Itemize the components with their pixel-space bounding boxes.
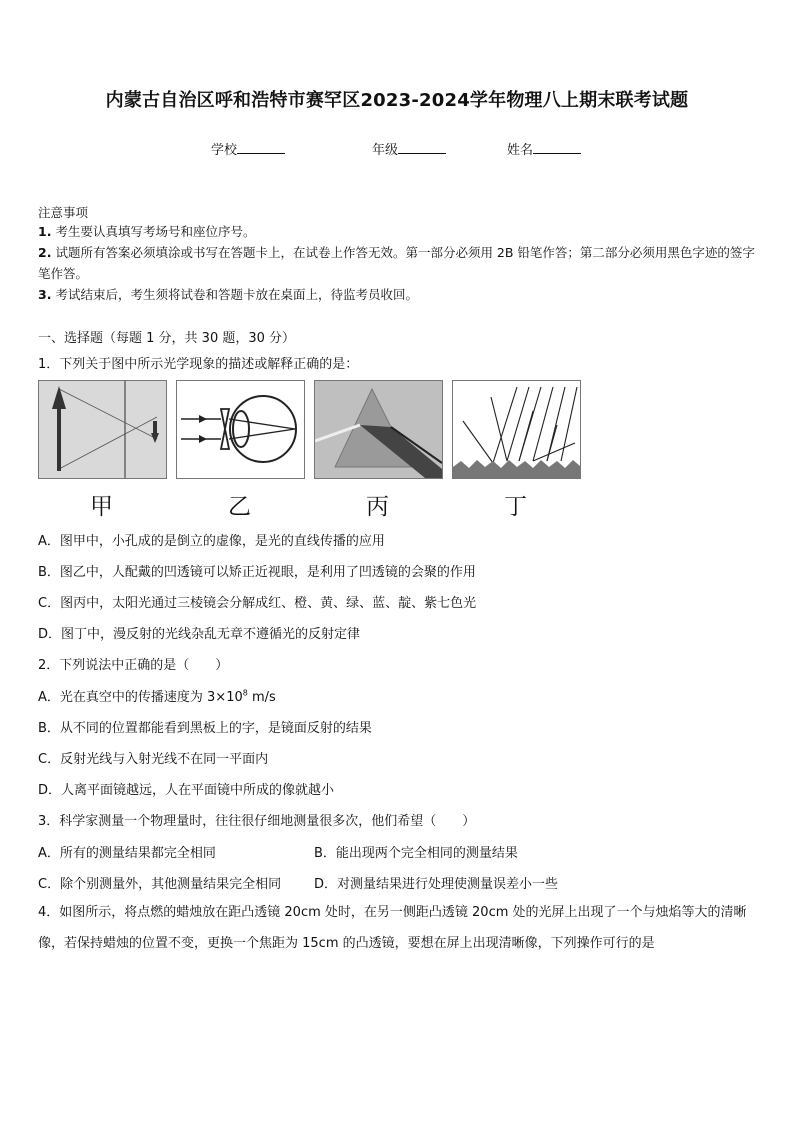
q4-stem: 4．如图所示，将点燃的蜡烛放在距凸透镜 20cm 处时，在另一侧距凸透镜 20cm 处的光屏上出现了一个与烛焰等大的清晰像，若保持蜡烛的位置不变，更换一个焦距为 15cm 的凸透镜，要想在屏上出现清晰像，下列操作可行的是 (38, 905, 747, 951)
section-heading: 一、选择题（每题 1 分，共 30 题，30 分） (38, 331, 296, 346)
name-label: 姓名 (507, 143, 534, 158)
q3-option-c[interactable]: C．除个别测量外，其他测量结果完全相同 (38, 877, 282, 892)
grade-label: 年级 (372, 143, 399, 158)
figure-prism (314, 380, 443, 479)
q1-stem: 1．下列关于图中所示光学现象的描述或解释正确的是： (38, 357, 359, 372)
name-field (507, 139, 581, 158)
q1-option-c[interactable]: C．图丙中，太阳光通过三棱镜会分解成红、橙、黄、绿、蓝、靛、紫七色光 (38, 596, 477, 611)
q1-option-b[interactable]: B．图乙中，人配戴的凹透镜可以矫正近视眼，是利用了凹透镜的会聚的作用 (38, 565, 476, 580)
q2-option-d[interactable]: D．人离平面镜越远，人在平面镜中所成的像就越小 (38, 783, 335, 798)
school-blank[interactable] (237, 141, 285, 154)
figure-diffuse-reflection (452, 380, 581, 479)
school-field (211, 139, 285, 158)
q1-option-a[interactable]: A．图甲中，小孔成的是倒立的虚像，是光的直线传播的应用 (38, 534, 385, 549)
name-blank[interactable] (533, 141, 581, 154)
note-item (38, 284, 760, 305)
figure-pinhole (38, 380, 167, 479)
unit: m/s (247, 690, 276, 705)
q2-stem: 2．下列说法中正确的是（ ） (38, 658, 229, 673)
school-label: 学校 (211, 143, 238, 158)
q2-option-c[interactable]: C．反射光线与入射光线不在同一平面内 (38, 752, 269, 767)
exam-title: 内蒙古自治区呼和浩特市赛罕区2023-2024学年物理八上期末联考试题 (105, 90, 689, 111)
note-text: 试题所有答案必须填涂或书写在答题卡上，在试卷上作答无效。第一部分必须用 2B 铅笔作答；第二部分必须用黑色字迹的签字笔作答。 (38, 245, 755, 281)
grade-field (372, 139, 446, 158)
q2-option-b[interactable]: B．从不同的位置都能看到黑板上的字，是镜面反射的结果 (38, 721, 372, 736)
note-number: 2. (38, 245, 52, 260)
note-text: 考试结束后，考生须将试卷和答题卡放在桌面上，待监考员收回。 (55, 287, 418, 302)
figure-label: 乙 (228, 494, 251, 520)
note-number: 3. (38, 287, 52, 302)
q3-option-d[interactable]: D．对测量结果进行处理使测量误差小一些 (314, 877, 559, 892)
note-item (38, 221, 760, 242)
q1-option-d[interactable]: D．图丁中，漫反射的光线杂乱无章不遵循光的反射定律 (38, 627, 361, 642)
q3-stem: 3．科学家测量一个物理量时，往往很仔细地测量很多次，他们希望（ ） (38, 814, 476, 829)
q3-option-a[interactable]: A．所有的测量结果都完全相同 (38, 846, 216, 861)
figure-eye-lens (176, 380, 305, 479)
note-number: 1. (38, 224, 52, 239)
figure-label: 甲 (90, 494, 113, 520)
q2-option-a[interactable] (38, 686, 276, 705)
q2-option-a-text: A．光在真空中的传播速度为 3×10 (38, 690, 243, 705)
grade-blank[interactable] (398, 141, 446, 154)
note-item (38, 242, 760, 284)
figure-label: 丁 (504, 494, 527, 520)
note-text: 考生要认真填写考场号和座位序号。 (55, 224, 256, 239)
figure-label: 丙 (366, 494, 389, 520)
q3-option-b[interactable]: B．能出现两个完全相同的测量结果 (314, 846, 518, 861)
notes-heading: 注意事项 (38, 205, 89, 220)
exponent: 8 (242, 688, 248, 698)
